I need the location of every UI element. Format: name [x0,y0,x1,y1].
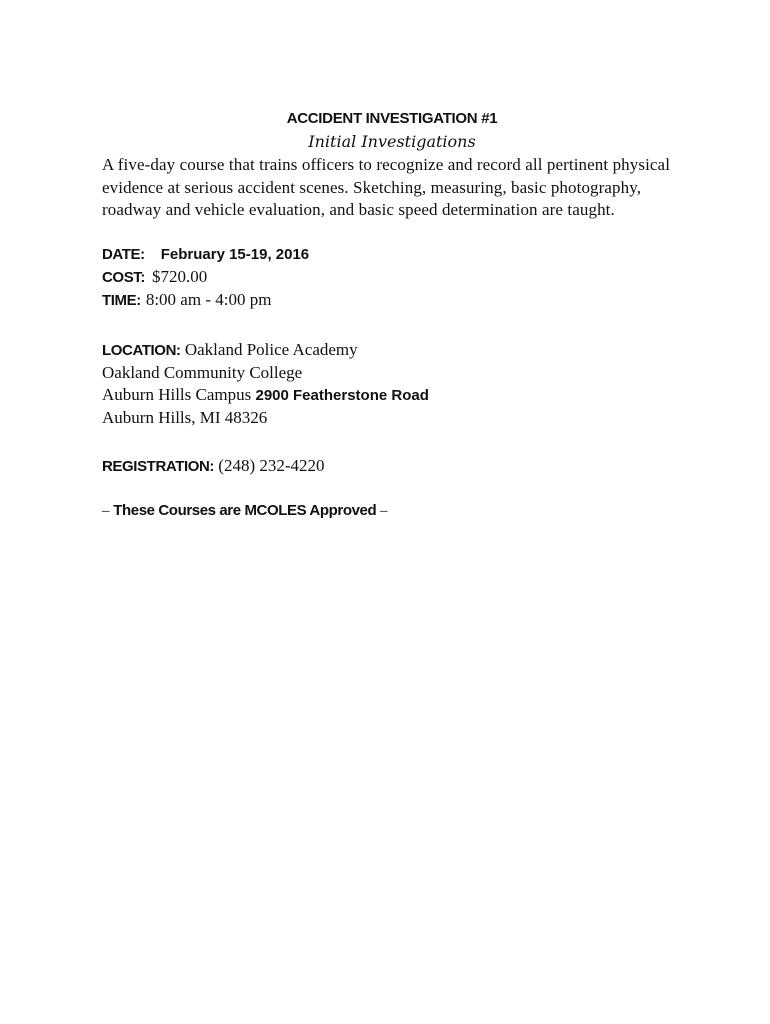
location-city: Auburn Hills, MI 48326 [102,407,268,427]
time-line [102,289,682,312]
location-street: 2900 Featherstone Road [255,386,429,404]
location-line-3 [102,384,682,407]
mcoles-approved-text: These Courses are MCOLES Approved [113,501,377,519]
mcoles-approved-line [102,500,682,522]
cost-value: $720.00 [152,266,208,286]
course-title: ACCIDENT INVESTIGATION #1 [286,110,498,127]
dash-left: – [102,502,110,519]
registration-phone: (248) 232-4220 [218,455,325,475]
course-description: A five-day course that trains officers to recognize and record all pertinent physical evidence at serious accident scenes. Sketching, measuring, basic photography, roadway and vehicle evaluation, and basic speed determination are taught. [102,155,671,219]
dash-right: – [379,502,388,519]
time-value: 8:00 am - 4:00 pm [145,289,272,309]
cost-line [102,266,682,289]
location-academy: Oakland Police Academy [184,339,358,359]
location-college: Oakland Community College [102,362,303,382]
location-line-1 [102,339,682,362]
registration-label: REGISTRATION: [102,457,215,475]
course-subtitle: Initial Investigations [308,132,476,151]
location-line-2 [102,362,682,384]
time-label: TIME: [102,291,141,309]
location-label: LOCATION: [102,341,181,359]
location-line-4 [102,407,682,429]
cost-label: COST: [102,268,146,286]
registration-line [102,455,682,478]
date-value: February 15-19, 2016 [160,245,310,263]
location-campus: Auburn Hills Campus [102,384,252,404]
course-flyer [102,108,682,522]
date-label: DATE: [102,245,145,263]
date-line [102,243,682,266]
